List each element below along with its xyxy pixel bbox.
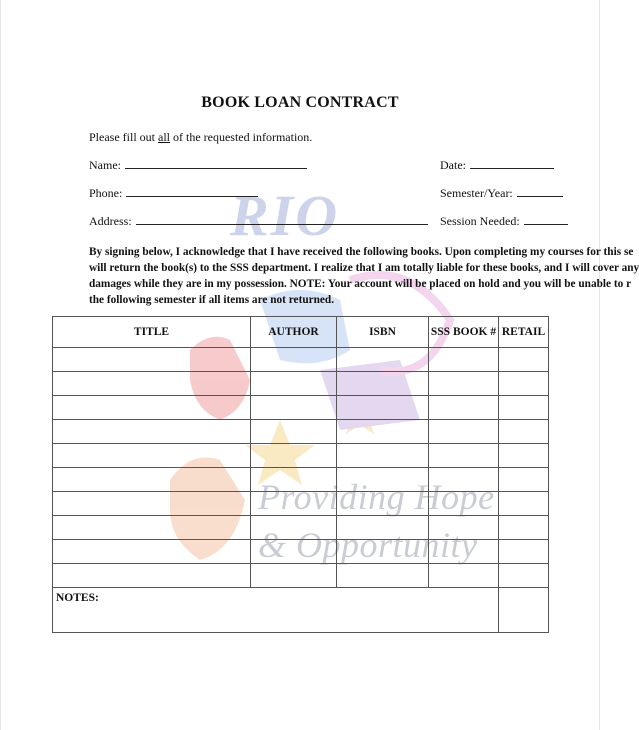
semester-year-field[interactable] bbox=[440, 186, 563, 201]
date-line[interactable] bbox=[470, 158, 554, 169]
instruction-text bbox=[89, 130, 312, 145]
agreement-line: By signing below, I acknowledge that I have received the following books. Upon completing my courses for this se bbox=[89, 246, 634, 258]
table-cell[interactable] bbox=[53, 372, 251, 396]
agreement-line: the following semester if all items are not returned. bbox=[89, 294, 335, 306]
table-cell[interactable] bbox=[499, 396, 549, 420]
instruction-suffix: of the requested information. bbox=[170, 130, 313, 144]
column-header-author: AUTHOR bbox=[251, 317, 337, 348]
date-label: Date: bbox=[440, 158, 466, 172]
semester-year-label: Semester/Year: bbox=[440, 186, 513, 200]
table-cell[interactable] bbox=[499, 540, 549, 564]
table-cell[interactable] bbox=[499, 564, 549, 588]
table-cell[interactable] bbox=[53, 444, 251, 468]
watermark-tagline-1: Providing Hope bbox=[258, 477, 495, 517]
table-cell[interactable] bbox=[429, 444, 499, 468]
column-header-title: TITLE bbox=[53, 317, 251, 348]
table-cell[interactable] bbox=[499, 372, 549, 396]
agreement-line: will return the book(s) to the SSS department. I realize that I am totally liable for these books, and I will cover any bbox=[89, 262, 639, 274]
table-row bbox=[53, 468, 549, 492]
table-cell[interactable] bbox=[337, 468, 429, 492]
table-cell[interactable] bbox=[251, 492, 337, 516]
table-cell[interactable] bbox=[337, 420, 429, 444]
watermark-tagline-2: & Opportunity bbox=[258, 525, 478, 565]
table-cell[interactable] bbox=[337, 492, 429, 516]
table-cell[interactable] bbox=[499, 516, 549, 540]
table-cell[interactable] bbox=[251, 540, 337, 564]
table-cell[interactable] bbox=[53, 516, 251, 540]
table-cell[interactable] bbox=[499, 420, 549, 444]
table-cell[interactable] bbox=[337, 564, 429, 588]
table-header-row bbox=[53, 317, 549, 348]
notes-cell[interactable] bbox=[53, 588, 499, 633]
agreement-line: damages while they are in my possession. NOTE: Your account will be placed on hold and you will be unable to r bbox=[89, 278, 632, 290]
table-row bbox=[53, 540, 549, 564]
table-cell[interactable] bbox=[429, 348, 499, 372]
table-cell[interactable] bbox=[53, 564, 251, 588]
table-cell[interactable] bbox=[251, 420, 337, 444]
table-row bbox=[53, 444, 549, 468]
table-cell[interactable] bbox=[53, 468, 251, 492]
table-cell[interactable] bbox=[251, 372, 337, 396]
table-cell[interactable] bbox=[429, 372, 499, 396]
name-field[interactable] bbox=[89, 158, 307, 173]
table-cell[interactable] bbox=[499, 348, 549, 372]
table-cell[interactable] bbox=[429, 564, 499, 588]
name-label: Name: bbox=[89, 158, 121, 172]
table-cell[interactable] bbox=[53, 396, 251, 420]
table-cell[interactable] bbox=[337, 516, 429, 540]
notes-label: NOTES: bbox=[56, 592, 99, 604]
table-cell[interactable] bbox=[429, 516, 499, 540]
watermark-logo-text: RIO bbox=[230, 183, 340, 248]
table-cell[interactable] bbox=[429, 420, 499, 444]
table-row bbox=[53, 492, 549, 516]
table-row bbox=[53, 396, 549, 420]
instruction-prefix: Please fill out bbox=[89, 130, 158, 144]
books-table bbox=[52, 316, 549, 633]
table-cell[interactable] bbox=[429, 492, 499, 516]
table-cell[interactable] bbox=[337, 396, 429, 420]
address-label: Address: bbox=[89, 214, 132, 228]
session-needed-label: Session Needed: bbox=[440, 214, 520, 228]
phone-line[interactable] bbox=[126, 186, 258, 197]
document-title: BOOK LOAN CONTRACT bbox=[201, 94, 399, 111]
table-row bbox=[53, 348, 549, 372]
notes-row bbox=[53, 588, 549, 633]
address-line[interactable] bbox=[136, 214, 428, 225]
table-cell[interactable] bbox=[337, 372, 429, 396]
column-header-retail: RETAIL bbox=[499, 317, 549, 348]
table-cell[interactable] bbox=[53, 492, 251, 516]
address-field[interactable] bbox=[89, 214, 428, 229]
table-cell[interactable] bbox=[337, 540, 429, 564]
table-row bbox=[53, 420, 549, 444]
session-needed-field[interactable] bbox=[440, 214, 568, 229]
table-cell[interactable] bbox=[53, 540, 251, 564]
table-cell[interactable] bbox=[53, 420, 251, 444]
table-row bbox=[53, 564, 549, 588]
table-row bbox=[53, 372, 549, 396]
column-header-isbn: ISBN bbox=[337, 317, 429, 348]
instruction-emphasis: all bbox=[158, 130, 170, 144]
phone-field[interactable] bbox=[89, 186, 258, 201]
table-row bbox=[53, 516, 549, 540]
table-cell[interactable] bbox=[429, 540, 499, 564]
column-header-sss-book: SSS BOOK # bbox=[429, 317, 499, 348]
table-cell[interactable] bbox=[53, 348, 251, 372]
table-cell[interactable] bbox=[251, 468, 337, 492]
notes-retail-cell[interactable] bbox=[499, 588, 549, 633]
phone-label: Phone: bbox=[89, 186, 123, 200]
table-cell[interactable] bbox=[429, 468, 499, 492]
table-cell[interactable] bbox=[337, 348, 429, 372]
table-cell[interactable] bbox=[251, 444, 337, 468]
table-cell[interactable] bbox=[251, 396, 337, 420]
date-field[interactable] bbox=[440, 158, 554, 173]
table-cell[interactable] bbox=[499, 444, 549, 468]
table-cell[interactable] bbox=[251, 348, 337, 372]
table-cell[interactable] bbox=[251, 516, 337, 540]
table-cell[interactable] bbox=[251, 564, 337, 588]
semester-year-line[interactable] bbox=[517, 186, 563, 197]
table-cell[interactable] bbox=[499, 468, 549, 492]
session-needed-line[interactable] bbox=[524, 214, 568, 225]
table-cell[interactable] bbox=[429, 396, 499, 420]
name-line[interactable] bbox=[125, 158, 307, 169]
table-cell[interactable] bbox=[499, 492, 549, 516]
table-cell[interactable] bbox=[337, 444, 429, 468]
agreement-paragraph bbox=[89, 244, 639, 308]
